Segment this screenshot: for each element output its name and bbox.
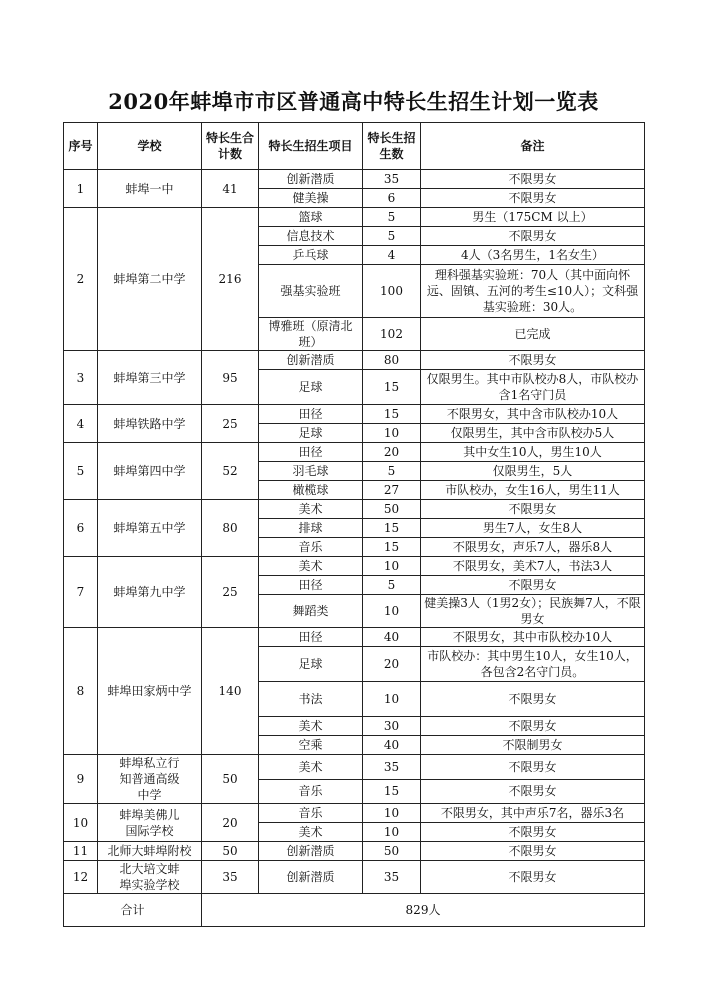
program-count: 5 xyxy=(363,227,421,246)
program-item: 足球 xyxy=(259,424,363,443)
program-note: 不限男女，美术7人，书法3人 xyxy=(421,557,645,576)
program-note: 男生（175CM 以上） xyxy=(421,208,645,227)
program-note: 已完成 xyxy=(421,318,645,351)
program-item: 强基实验班 xyxy=(259,265,363,318)
school-number: 10 xyxy=(64,804,98,842)
program-item: 信息技术 xyxy=(259,227,363,246)
program-count: 15 xyxy=(363,519,421,538)
total-label: 合计 xyxy=(64,894,202,927)
program-count: 35 xyxy=(363,861,421,894)
program-item: 田径 xyxy=(259,628,363,647)
school-number: 4 xyxy=(64,405,98,443)
school-total: 95 xyxy=(202,351,259,405)
program-note: 市队校办，女生16人，男生11人 xyxy=(421,481,645,500)
school-total: 41 xyxy=(202,170,259,208)
school-total: 50 xyxy=(202,842,259,861)
program-item: 创新潜质 xyxy=(259,861,363,894)
program-count: 10 xyxy=(363,557,421,576)
program-item: 创新潜质 xyxy=(259,842,363,861)
program-note: 不限男女，声乐7人，器乐8人 xyxy=(421,538,645,557)
school-total: 50 xyxy=(202,755,259,804)
program-note: 不限男女 xyxy=(421,227,645,246)
program-count: 5 xyxy=(363,462,421,481)
school-number: 11 xyxy=(64,842,98,861)
program-count: 40 xyxy=(363,628,421,647)
program-note: 不限男女 xyxy=(421,500,645,519)
program-count: 4 xyxy=(363,246,421,265)
program-note: 仅限男生，5人 xyxy=(421,462,645,481)
program-item: 博雅班（原清北班） xyxy=(259,318,363,351)
table-row xyxy=(64,755,645,780)
program-note: 不限男女 xyxy=(421,842,645,861)
school-name: 北大培文蚌埠实验学校 xyxy=(98,861,202,894)
table-row xyxy=(64,208,645,227)
program-item: 美术 xyxy=(259,823,363,842)
program-item: 篮球 xyxy=(259,208,363,227)
program-count: 40 xyxy=(363,736,421,755)
program-item: 美术 xyxy=(259,717,363,736)
school-number: 5 xyxy=(64,443,98,500)
program-note: 仅限男生。其中市队校办8人，市队校办含1名守门员 xyxy=(421,370,645,405)
program-note: 不限男女，其中声乐7名，器乐3名 xyxy=(421,804,645,823)
program-note: 不限男女 xyxy=(421,682,645,717)
program-item: 书法 xyxy=(259,682,363,717)
program-item: 音乐 xyxy=(259,779,363,804)
header-no: 序号 xyxy=(64,123,98,170)
table-row xyxy=(64,500,645,519)
school-name: 蚌埠第九中学 xyxy=(98,557,202,628)
program-note: 男生7人，女生8人 xyxy=(421,519,645,538)
program-note: 不限男女 xyxy=(421,779,645,804)
program-count: 102 xyxy=(363,318,421,351)
school-name: 蚌埠铁路中学 xyxy=(98,405,202,443)
program-note: 仅限男生，其中含市队校办5人 xyxy=(421,424,645,443)
table-row xyxy=(64,861,645,894)
program-note: 不限男女 xyxy=(421,170,645,189)
school-name: 蚌埠田家炳中学 xyxy=(98,628,202,755)
program-note: 不限制男女 xyxy=(421,736,645,755)
program-item: 橄榄球 xyxy=(259,481,363,500)
program-note: 健美操3人（1男2女）；民族舞7人，不限男女 xyxy=(421,595,645,628)
school-number: 1 xyxy=(64,170,98,208)
school-total: 80 xyxy=(202,500,259,557)
school-number: 12 xyxy=(64,861,98,894)
program-note: 其中女生10人，男生10人 xyxy=(421,443,645,462)
program-item: 空乘 xyxy=(259,736,363,755)
program-note: 理科强基实验班：70人（其中面向怀远、固镇、五河的考生≤10人）；文科强基实验班：30人。 xyxy=(421,265,645,318)
header-note: 备注 xyxy=(421,123,645,170)
program-item: 足球 xyxy=(259,370,363,405)
program-count: 100 xyxy=(363,265,421,318)
table-row xyxy=(64,842,645,861)
school-name: 蚌埠美佛儿国际学校 xyxy=(98,804,202,842)
enrollment-plan-table xyxy=(63,122,645,927)
program-note: 不限男女 xyxy=(421,576,645,595)
table-row xyxy=(64,405,645,424)
table-row xyxy=(64,443,645,462)
table-header-row xyxy=(64,123,645,170)
program-note: 不限男女，其中含市队校办10人 xyxy=(421,405,645,424)
program-count: 35 xyxy=(363,170,421,189)
program-note: 不限男女 xyxy=(421,351,645,370)
school-number: 6 xyxy=(64,500,98,557)
program-count: 10 xyxy=(363,424,421,443)
program-count: 35 xyxy=(363,755,421,780)
program-count: 20 xyxy=(363,443,421,462)
program-note: 不限男女 xyxy=(421,861,645,894)
school-number: 8 xyxy=(64,628,98,755)
program-item: 排球 xyxy=(259,519,363,538)
header-count: 特长生招生数 xyxy=(363,123,421,170)
school-number: 9 xyxy=(64,755,98,804)
program-note: 不限男女 xyxy=(421,189,645,208)
header-item: 特长生招生项目 xyxy=(259,123,363,170)
school-name: 北师大蚌埠附校 xyxy=(98,842,202,861)
table-row xyxy=(64,628,645,647)
program-count: 50 xyxy=(363,842,421,861)
program-item: 美术 xyxy=(259,557,363,576)
school-number: 3 xyxy=(64,351,98,405)
program-count: 20 xyxy=(363,647,421,682)
table-row xyxy=(64,351,645,370)
program-note: 4人（3名男生，1名女生） xyxy=(421,246,645,265)
program-item: 音乐 xyxy=(259,804,363,823)
school-name: 蚌埠第五中学 xyxy=(98,500,202,557)
program-item: 美术 xyxy=(259,755,363,780)
program-count: 10 xyxy=(363,595,421,628)
program-item: 足球 xyxy=(259,647,363,682)
program-item: 田径 xyxy=(259,443,363,462)
school-total: 216 xyxy=(202,208,259,351)
school-total: 25 xyxy=(202,405,259,443)
school-number: 2 xyxy=(64,208,98,351)
program-count: 6 xyxy=(363,189,421,208)
program-count: 5 xyxy=(363,208,421,227)
program-count: 80 xyxy=(363,351,421,370)
program-count: 5 xyxy=(363,576,421,595)
program-count: 15 xyxy=(363,405,421,424)
program-note: 市队校办：其中男生10人，女生10人，各包含2名守门员。 xyxy=(421,647,645,682)
program-count: 15 xyxy=(363,370,421,405)
program-note: 不限男女，其中市队校办10人 xyxy=(421,628,645,647)
program-count: 15 xyxy=(363,538,421,557)
program-item: 田径 xyxy=(259,405,363,424)
program-item: 音乐 xyxy=(259,538,363,557)
program-count: 15 xyxy=(363,779,421,804)
school-total: 25 xyxy=(202,557,259,628)
program-count: 10 xyxy=(363,823,421,842)
program-item: 乒乓球 xyxy=(259,246,363,265)
program-item: 羽毛球 xyxy=(259,462,363,481)
program-count: 27 xyxy=(363,481,421,500)
header-school: 学校 xyxy=(98,123,202,170)
program-note: 不限男女 xyxy=(421,823,645,842)
school-total: 35 xyxy=(202,861,259,894)
header-total: 特长生合计数 xyxy=(202,123,259,170)
school-name: 蚌埠第二中学 xyxy=(98,208,202,351)
program-count: 10 xyxy=(363,804,421,823)
school-name: 蚌埠第四中学 xyxy=(98,443,202,500)
school-total: 140 xyxy=(202,628,259,755)
table-row xyxy=(64,170,645,189)
total-row xyxy=(64,894,645,927)
table-row xyxy=(64,804,645,823)
school-name: 蚌埠私立行知普通高级中学 xyxy=(98,755,202,804)
program-count: 50 xyxy=(363,500,421,519)
school-total: 20 xyxy=(202,804,259,842)
program-item: 田径 xyxy=(259,576,363,595)
table-body xyxy=(64,170,645,894)
program-count: 30 xyxy=(363,717,421,736)
program-item: 美术 xyxy=(259,500,363,519)
table-row xyxy=(64,557,645,576)
program-item: 舞蹈类 xyxy=(259,595,363,628)
school-number: 7 xyxy=(64,557,98,628)
program-note: 不限男女 xyxy=(421,755,645,780)
program-count: 10 xyxy=(363,682,421,717)
school-name: 蚌埠一中 xyxy=(98,170,202,208)
program-item: 创新潜质 xyxy=(259,351,363,370)
page-title: 2020年蚌埠市市区普通高中特长生招生计划一览表 xyxy=(108,89,599,114)
school-total: 52 xyxy=(202,443,259,500)
program-note: 不限男女 xyxy=(421,717,645,736)
school-name: 蚌埠第三中学 xyxy=(98,351,202,405)
total-value: 829人 xyxy=(202,894,645,927)
program-item: 创新潜质 xyxy=(259,170,363,189)
program-item: 健美操 xyxy=(259,189,363,208)
